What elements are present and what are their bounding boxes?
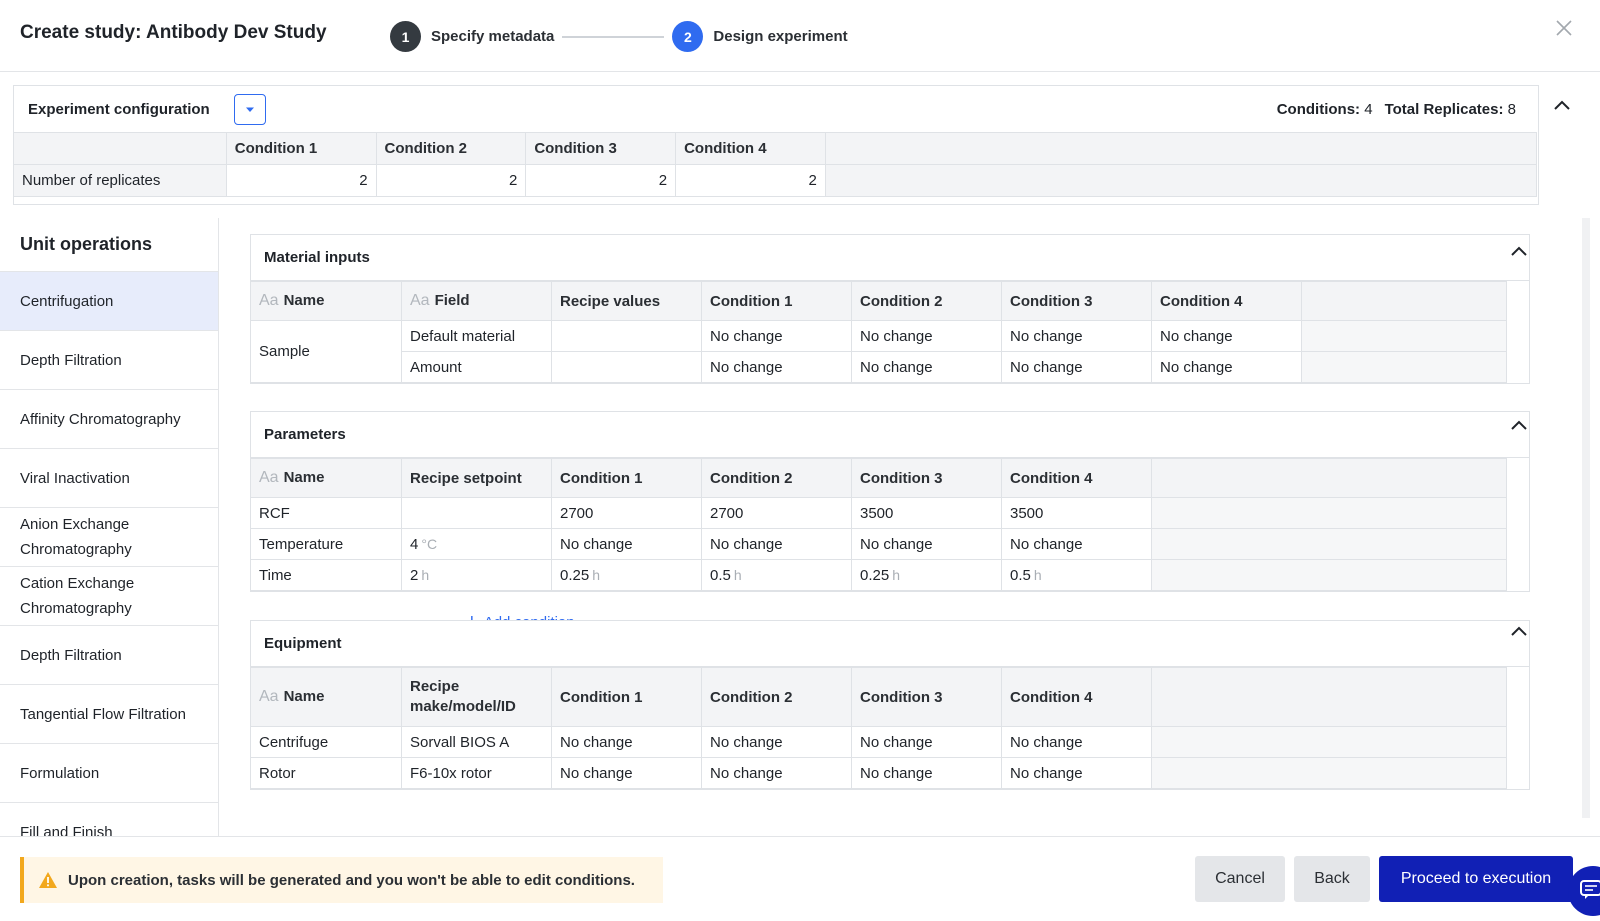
replicates-input-condition-2[interactable]: 2 <box>376 165 526 197</box>
column-header-condition-4: Condition 4 <box>1002 668 1152 727</box>
modal-footer <box>0 836 1600 921</box>
sidebar-item-formulation[interactable]: Formulation <box>0 744 218 803</box>
row-label-replicates: Number of replicates <box>14 165 227 197</box>
chevron-down-icon[interactable] <box>235 95 265 124</box>
condition-cell[interactable]: 2700 <box>702 498 852 529</box>
sidebar-item-depth-filtration-2[interactable]: Depth Filtration <box>0 626 218 685</box>
column-header-condition-2: Condition 2 <box>702 668 852 727</box>
condition-cell[interactable]: No change <box>852 727 1002 758</box>
text-type-icon: Aa <box>410 292 430 309</box>
table-header-cell <box>825 133 1536 165</box>
text-type-icon: Aa <box>259 469 279 486</box>
equipment-name-cell: Rotor <box>251 758 402 789</box>
sidebar-item-fill-and-finish[interactable]: Fill and Finish <box>0 803 218 836</box>
condition-cell[interactable]: 0.5 h <box>702 560 852 591</box>
replicates-input-condition-4[interactable]: 2 <box>676 165 826 197</box>
condition-cell[interactable]: No change <box>1002 352 1152 383</box>
table-cell <box>1152 560 1507 591</box>
column-header-condition-1: Condition 1 <box>552 459 702 498</box>
column-header-condition-2: Condition 2 <box>376 133 526 165</box>
table-cell <box>1302 321 1507 352</box>
recipe-model-cell: Sorvall BIOS A <box>402 727 552 758</box>
column-header-recipe-make-model: Recipe make/model/ID <box>402 668 552 727</box>
sidebar-item-viral-inactivation[interactable]: Viral Inactivation <box>0 449 218 508</box>
total-replicates-value: 8 <box>1507 101 1516 118</box>
condition-cell[interactable]: No change <box>1002 727 1152 758</box>
step-label: Design experiment <box>713 28 848 45</box>
condition-cell[interactable]: No change <box>1152 352 1302 383</box>
step-number: 1 <box>390 21 421 52</box>
table-cell <box>1152 727 1507 758</box>
sidebar-item-depth-filtration[interactable]: Depth Filtration <box>0 331 218 390</box>
table-row <box>14 165 1537 197</box>
warning-banner <box>20 857 663 903</box>
table-header-cell <box>1152 668 1507 727</box>
sidebar-title: Unit operations <box>0 218 218 272</box>
replicates-table <box>13 132 1537 197</box>
condition-cell[interactable]: 3500 <box>852 498 1002 529</box>
condition-cell[interactable]: No change <box>852 352 1002 383</box>
material-inputs-table <box>250 281 1507 383</box>
condition-cell[interactable]: No change <box>552 727 702 758</box>
table-row <box>251 321 1507 352</box>
replicates-input-condition-1[interactable]: 2 <box>226 165 376 197</box>
chevron-up-icon[interactable] <box>1509 242 1529 262</box>
column-header-name: Aa Name <box>251 282 402 321</box>
table-row <box>251 758 1507 789</box>
experiment-configuration-panel <box>13 85 1539 205</box>
total-replicates-label: Total Replicates: <box>1384 101 1504 118</box>
table-header-cell <box>14 133 227 165</box>
replicates-input-condition-3[interactable]: 2 <box>526 165 676 197</box>
table-header-row <box>14 133 1537 165</box>
column-header-recipe-values: Recipe values <box>552 282 702 321</box>
column-header-condition-2: Condition 2 <box>852 282 1002 321</box>
page-title: Create study: Antibody Dev Study <box>20 22 327 43</box>
field-cell: Amount <box>402 352 552 383</box>
condition-cell[interactable]: No change <box>702 758 852 789</box>
step-number: 2 <box>672 21 703 52</box>
column-header-name: Aa Name <box>251 459 402 498</box>
column-header-name: Aa Name <box>251 668 402 727</box>
table-header-cell <box>1152 459 1507 498</box>
condition-cell[interactable]: No change <box>702 321 852 352</box>
equipment-table <box>250 667 1507 789</box>
sidebar-item-tangential-flow-filtration[interactable]: Tangential Flow Filtration <box>0 685 218 744</box>
condition-cell[interactable]: 0.25 h <box>852 560 1002 591</box>
field-cell: Default material <box>402 321 552 352</box>
section-title: Material inputs <box>251 235 1529 281</box>
condition-cell[interactable]: No change <box>702 352 852 383</box>
table-cell <box>1152 529 1507 560</box>
close-icon[interactable] <box>1552 18 1576 42</box>
sidebar-item-cation-exchange-chromatography[interactable]: Cation Exchange Chromatography <box>0 567 218 626</box>
column-header-condition-1: Condition 1 <box>552 668 702 727</box>
column-header-condition-4: Condition 4 <box>1152 282 1302 321</box>
warning-text: Upon creation, tasks will be generated and you won't be able to edit conditions. <box>68 871 635 889</box>
step-connector <box>562 36 664 38</box>
table-row <box>251 352 1507 383</box>
table-header-row <box>251 282 1507 321</box>
setpoint-cell: 2 h <box>402 560 552 591</box>
material-name-cell: Sample <box>251 321 402 383</box>
condition-cell[interactable]: No change <box>702 529 852 560</box>
material-inputs-section <box>250 234 1530 384</box>
column-header-recipe-setpoint: Recipe setpoint <box>402 459 552 498</box>
table-cell <box>825 165 1536 197</box>
parameter-name-cell: Time <box>251 560 402 591</box>
condition-cell[interactable]: 2700 <box>552 498 702 529</box>
parameters-table <box>250 458 1507 591</box>
experiment-configuration-title: Experiment configuration <box>28 101 210 118</box>
text-type-icon: Aa <box>259 688 279 705</box>
parameter-name-cell: RCF <box>251 498 402 529</box>
equipment-name-cell: Centrifuge <box>251 727 402 758</box>
column-header-condition-3: Condition 3 <box>526 133 676 165</box>
column-header-field: Aa Field <box>402 282 552 321</box>
recipe-value-cell <box>552 321 702 352</box>
parameter-name-cell: Temperature <box>251 529 402 560</box>
column-header-condition-2: Condition 2 <box>702 459 852 498</box>
step-specify-metadata[interactable] <box>390 21 554 52</box>
table-row <box>251 727 1507 758</box>
sidebar-item-centrifugation[interactable]: Centrifugation <box>0 272 218 331</box>
condition-cell[interactable]: 0.5 h <box>1002 560 1152 591</box>
condition-cell[interactable]: No change <box>552 758 702 789</box>
condition-cell[interactable]: No change <box>852 758 1002 789</box>
section-title: Parameters <box>251 412 1529 458</box>
equipment-section <box>250 620 1530 790</box>
chevron-up-icon[interactable] <box>1509 622 1529 642</box>
table-row <box>251 498 1507 529</box>
column-header-condition-1: Condition 1 <box>226 133 376 165</box>
step-design-experiment[interactable] <box>672 21 847 52</box>
chevron-up-icon[interactable] <box>1552 96 1572 116</box>
table-row <box>251 529 1507 560</box>
unit-operation-details <box>219 218 1579 836</box>
table-header-row <box>251 459 1507 498</box>
experiment-configuration-header <box>14 86 1538 132</box>
back-button[interactable]: Back <box>1294 856 1370 902</box>
chevron-up-icon[interactable] <box>1509 416 1529 436</box>
scrollbar[interactable] <box>1582 218 1590 818</box>
table-cell <box>1302 352 1507 383</box>
recipe-value-cell <box>552 352 702 383</box>
sidebar-item-anion-exchange-chromatography[interactable]: Anion Exchange Chromatography <box>0 508 218 567</box>
column-header-condition-3: Condition 3 <box>1002 282 1152 321</box>
section-title: Equipment <box>251 621 1529 667</box>
config-stats <box>1277 101 1516 118</box>
sidebar-item-affinity-chromatography[interactable]: Affinity Chromatography <box>0 390 218 449</box>
cancel-button[interactable]: Cancel <box>1195 856 1285 902</box>
unit-operations-sidebar <box>0 218 219 836</box>
step-label: Specify metadata <box>431 28 555 45</box>
column-header-condition-4: Condition 4 <box>1002 459 1152 498</box>
table-header-cell <box>1302 282 1507 321</box>
column-header-condition-1: Condition 1 <box>702 282 852 321</box>
condition-cell[interactable]: No change <box>1152 321 1302 352</box>
table-row <box>251 560 1507 591</box>
warning-icon <box>38 871 58 889</box>
table-cell <box>1152 498 1507 529</box>
condition-cell[interactable]: No change <box>1002 758 1152 789</box>
setpoint-cell: 4 °C <box>402 529 552 560</box>
recipe-model-cell: F6-10x rotor <box>402 758 552 789</box>
condition-cell[interactable]: 3500 <box>1002 498 1152 529</box>
column-header-condition-3: Condition 3 <box>852 459 1002 498</box>
condition-cell[interactable]: No change <box>852 321 1002 352</box>
text-type-icon: Aa <box>259 292 279 309</box>
conditions-count-label: Conditions: <box>1276 101 1361 118</box>
condition-cell[interactable]: No change <box>1002 321 1152 352</box>
add-condition-split-button <box>234 94 266 125</box>
table-cell <box>1152 758 1507 789</box>
condition-cell[interactable]: No change <box>1002 529 1152 560</box>
column-header-condition-4: Condition 4 <box>676 133 826 165</box>
table-header-row <box>251 668 1507 727</box>
conditions-count-value: 4 <box>1364 101 1373 118</box>
stepper <box>390 21 848 52</box>
condition-cell[interactable]: No change <box>852 529 1002 560</box>
setpoint-cell <box>402 498 552 529</box>
modal-header <box>0 0 1600 72</box>
proceed-to-execution-button[interactable]: Proceed to execution <box>1379 856 1573 902</box>
parameters-section <box>250 411 1530 592</box>
column-header-condition-3: Condition 3 <box>852 668 1002 727</box>
condition-cell[interactable]: No change <box>702 727 852 758</box>
condition-cell[interactable]: 0.25 h <box>552 560 702 591</box>
condition-cell[interactable]: No change <box>552 529 702 560</box>
